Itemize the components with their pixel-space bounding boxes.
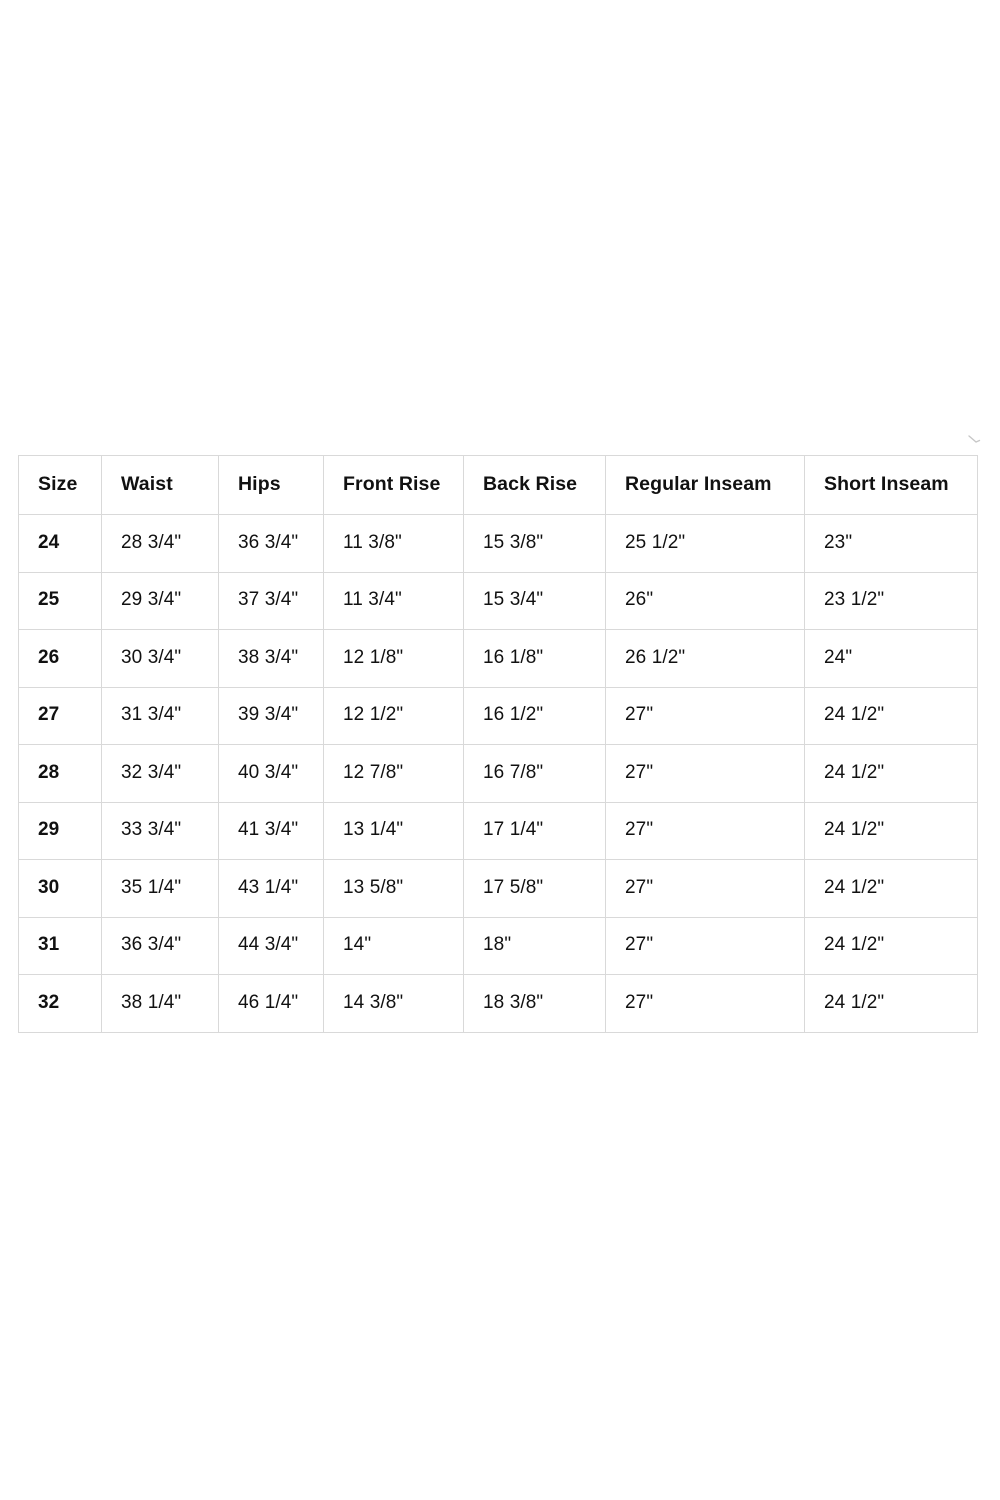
table-row [19,515,978,573]
short-inseam-cell: 24 1/2" [805,745,978,803]
size-cell: 27 [19,687,102,745]
waist-cell: 28 3/4" [102,515,219,573]
front-rise-cell: 14 3/8" [324,975,464,1033]
back-rise-cell: 18" [464,917,606,975]
regular-inseam-cell: 27" [606,975,805,1033]
back-rise-cell: 16 7/8" [464,745,606,803]
front-rise-cell: 12 7/8" [324,745,464,803]
column-header-size: Size [19,456,102,515]
hips-cell: 43 1/4" [219,860,324,918]
front-rise-cell: 12 1/8" [324,630,464,688]
back-rise-cell: 16 1/2" [464,687,606,745]
table-row [19,745,978,803]
table-row [19,860,978,918]
table-row [19,572,978,630]
short-inseam-cell: 24 1/2" [805,917,978,975]
column-header-hips: Hips [219,456,324,515]
size-cell: 29 [19,802,102,860]
table-body [19,515,978,1033]
column-header-front-rise: Front Rise [324,456,464,515]
front-rise-cell: 11 3/4" [324,572,464,630]
waist-cell: 36 3/4" [102,917,219,975]
front-rise-cell: 12 1/2" [324,687,464,745]
back-rise-cell: 17 1/4" [464,802,606,860]
column-header-regular-inseam: Regular Inseam [606,456,805,515]
short-inseam-cell: 24 1/2" [805,802,978,860]
hips-cell: 38 3/4" [219,630,324,688]
table-header [19,456,978,515]
front-rise-cell: 13 1/4" [324,802,464,860]
waist-cell: 33 3/4" [102,802,219,860]
hips-cell: 39 3/4" [219,687,324,745]
back-rise-cell: 17 5/8" [464,860,606,918]
short-inseam-cell: 23" [805,515,978,573]
waist-cell: 29 3/4" [102,572,219,630]
regular-inseam-cell: 27" [606,917,805,975]
size-cell: 26 [19,630,102,688]
front-rise-cell: 11 3/8" [324,515,464,573]
regular-inseam-cell: 26" [606,572,805,630]
front-rise-cell: 14" [324,917,464,975]
table-row [19,630,978,688]
back-rise-cell: 15 3/8" [464,515,606,573]
table-row [19,917,978,975]
back-rise-cell: 15 3/4" [464,572,606,630]
waist-cell: 32 3/4" [102,745,219,803]
table-row [19,975,978,1033]
size-cell: 25 [19,572,102,630]
hips-cell: 37 3/4" [219,572,324,630]
regular-inseam-cell: 26 1/2" [606,630,805,688]
hips-cell: 40 3/4" [219,745,324,803]
column-header-short-inseam: Short Inseam [805,456,978,515]
table-row [19,802,978,860]
header-row [19,456,978,515]
short-inseam-cell: 24" [805,630,978,688]
waist-cell: 30 3/4" [102,630,219,688]
table-row [19,687,978,745]
regular-inseam-cell: 27" [606,687,805,745]
regular-inseam-cell: 25 1/2" [606,515,805,573]
short-inseam-cell: 23 1/2" [805,572,978,630]
regular-inseam-cell: 27" [606,802,805,860]
waist-cell: 38 1/4" [102,975,219,1033]
regular-inseam-cell: 27" [606,860,805,918]
short-inseam-cell: 24 1/2" [805,975,978,1033]
short-inseam-cell: 24 1/2" [805,860,978,918]
stray-cursor-mark-icon [966,433,982,445]
waist-cell: 31 3/4" [102,687,219,745]
hips-cell: 36 3/4" [219,515,324,573]
hips-cell: 46 1/4" [219,975,324,1033]
size-cell: 32 [19,975,102,1033]
size-chart-table [18,455,978,1033]
short-inseam-cell: 24 1/2" [805,687,978,745]
regular-inseam-cell: 27" [606,745,805,803]
size-cell: 24 [19,515,102,573]
hips-cell: 41 3/4" [219,802,324,860]
size-cell: 30 [19,860,102,918]
back-rise-cell: 18 3/8" [464,975,606,1033]
waist-cell: 35 1/4" [102,860,219,918]
back-rise-cell: 16 1/8" [464,630,606,688]
column-header-back-rise: Back Rise [464,456,606,515]
column-header-waist: Waist [102,456,219,515]
size-cell: 28 [19,745,102,803]
hips-cell: 44 3/4" [219,917,324,975]
size-chart-section [18,455,977,1033]
size-cell: 31 [19,917,102,975]
front-rise-cell: 13 5/8" [324,860,464,918]
